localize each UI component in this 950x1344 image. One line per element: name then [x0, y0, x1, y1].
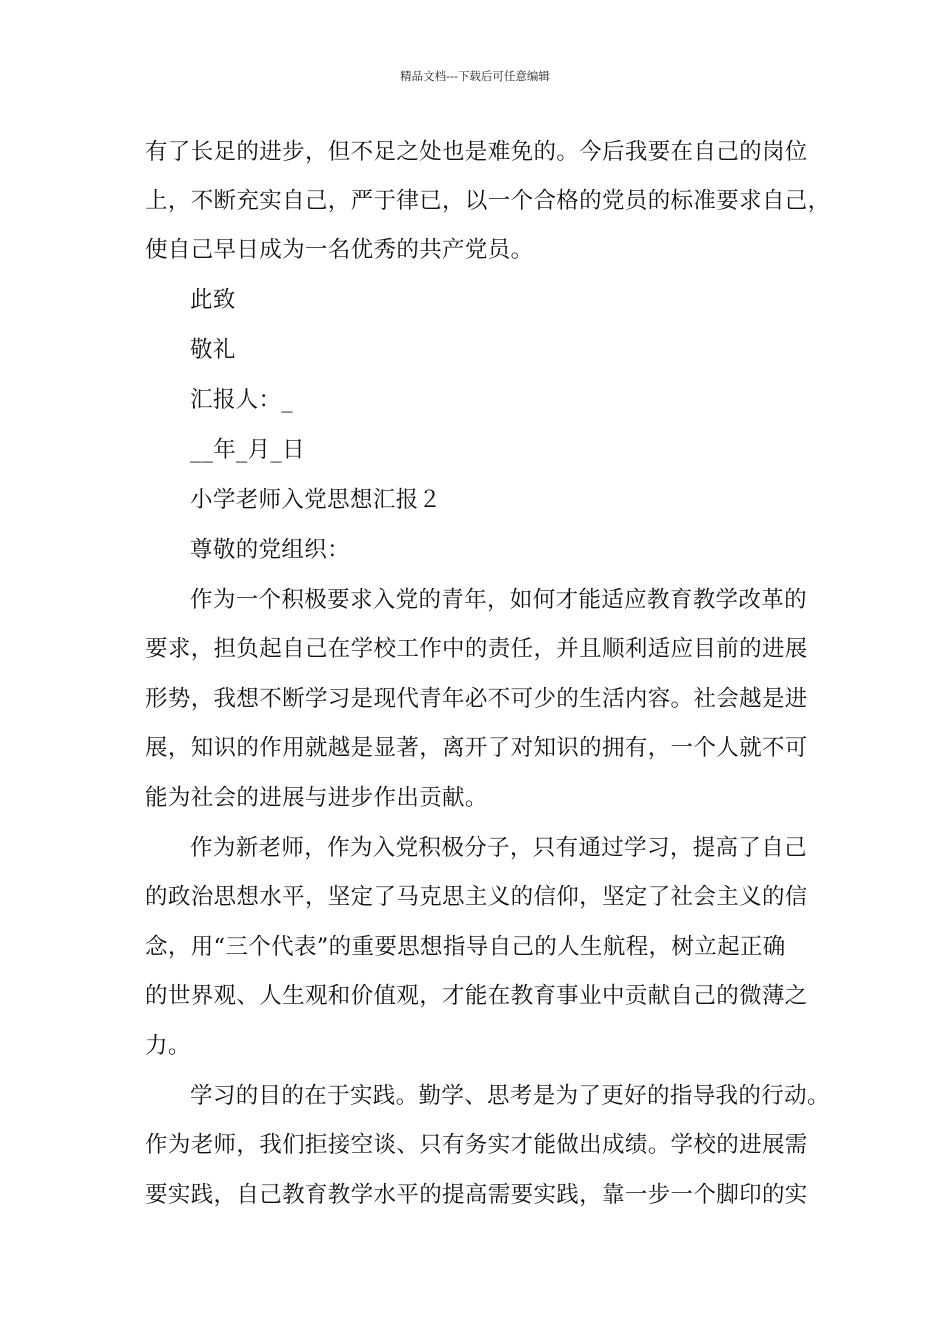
text-line: 形势，我想不断学习是现代青年必不可少的生活内容。社会越是进	[145, 686, 808, 712]
text-line: 的世界观、人生观和价值观，才能在教育事业中贡献自己的微薄之	[145, 983, 808, 1009]
text-line: 要求，担负起自己在学校工作中的责任，并且顺利适应目前的进展	[145, 636, 808, 662]
page-header: 精品文档---下载后可任意编辑	[400, 69, 550, 83]
salutation: 尊敬的党组织：	[190, 537, 350, 563]
text-line: 要实践，自己教育教学水平的提高需要实践，靠一步一个脚印的实	[145, 1182, 808, 1208]
text-line: 有了长足的进步，但不足之处也是难免的。今后我要在自己的岗位	[145, 139, 808, 165]
closing-line: 此致	[190, 287, 236, 313]
text-line: 作为一个积极要求入党的青年，如何才能适应教育教学改革的	[190, 587, 807, 613]
text-line: 上，不断充实自己，严于律已，以一个合格的党员的标准要求自己，	[145, 188, 831, 214]
text-line: 能为社会的进展与进步作出贡献。	[145, 785, 488, 811]
text-line: 作为老师，我们拒接空谈、只有务实才能做出成绩。学校的进展需	[145, 1132, 808, 1158]
date-line: __年_月_日	[190, 437, 305, 463]
text-line: 作为新老师，作为入党积极分子，只有通过学习，提高了自己	[190, 835, 807, 861]
closing-line: 敬礼	[190, 337, 236, 363]
signature-line: 汇报人：_	[190, 387, 294, 413]
text-line: 的政治思想水平，坚定了马克思主义的信仰，坚定了社会主义的信	[145, 884, 808, 910]
text-line: 展，知识的作用就越是显著，离开了对知识的拥有，一个人就不可	[145, 735, 808, 761]
section-title: 小学老师入党思想汇报２	[190, 487, 442, 513]
text-line: 力。	[145, 1033, 191, 1059]
text-line: 念，用“三个代表”的重要思想指导自己的人生航程，树立起正确	[145, 934, 786, 960]
text-line: 使自己早日成为一名优秀的共产党员。	[145, 237, 534, 263]
text-line: 学习的目的在于实践。勤学、思考是为了更好的指导我的行动。	[190, 1083, 830, 1109]
